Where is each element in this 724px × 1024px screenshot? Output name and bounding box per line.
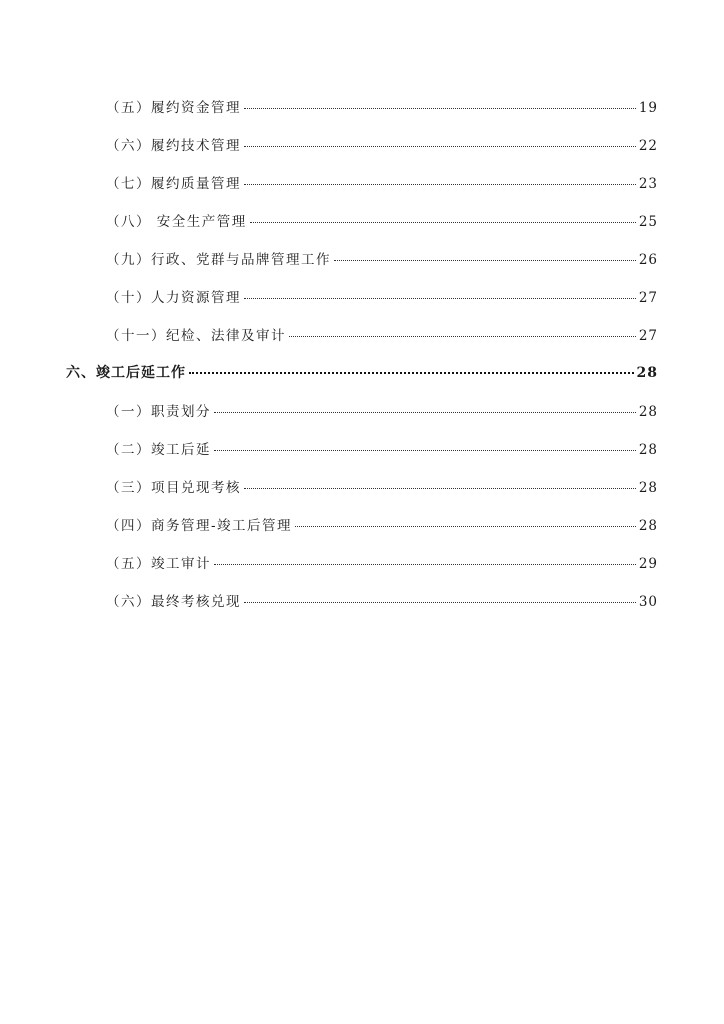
toc-entry-final-assessment[interactable] [106, 590, 658, 614]
toc-dot-leader [295, 526, 636, 527]
toc-entry-label: （四）商务管理-竣工后管理 [106, 518, 293, 534]
toc-entry-label: （六）履约技术管理 [106, 138, 241, 154]
toc-dot-leader [244, 108, 636, 109]
toc-entry-discipline-law-audit[interactable] [106, 324, 658, 348]
toc-entry-label: （二）竣工后延 [106, 442, 211, 458]
toc-entry-page-number: 28 [638, 442, 658, 458]
toc-dot-leader [244, 298, 636, 299]
toc-entry-page-number: 23 [638, 176, 658, 192]
toc-entry-label: （五）竣工审计 [106, 556, 211, 572]
toc-dot-leader [250, 222, 636, 223]
toc-dot-leader [214, 564, 636, 565]
toc-entry-page-number: 28 [638, 518, 658, 534]
toc-entry-safety-production[interactable] [106, 210, 658, 234]
toc-dot-leader [289, 336, 636, 337]
toc-entry-performance-technology[interactable] [106, 134, 658, 158]
toc-entry-label: （十）人力资源管理 [106, 290, 241, 306]
toc-chapter-post-completion-work[interactable] [66, 362, 658, 386]
toc-entry-label: （八） 安全生产管理 [106, 214, 247, 230]
toc-dot-leader [244, 488, 636, 489]
toc-entry-label: （九）行政、党群与品牌管理工作 [106, 252, 331, 268]
toc-entry-label: （六）最终考核兑现 [106, 594, 241, 610]
toc-entry-business-management[interactable] [106, 514, 658, 538]
toc-entry-page-number: 28 [638, 404, 658, 420]
toc-entry-page-number: 26 [638, 252, 658, 268]
toc-entry-post-completion[interactable] [106, 438, 658, 462]
toc-entry-page-number: 25 [638, 214, 658, 230]
toc-dot-leader [244, 602, 636, 603]
toc-entry-project-assessment[interactable] [106, 476, 658, 500]
toc-dot-leader [244, 184, 636, 185]
toc-entry-page-number: 22 [638, 138, 658, 154]
toc-dot-leader [244, 146, 636, 147]
toc-entry-performance-quality[interactable] [106, 172, 658, 196]
toc-entry-completion-audit[interactable] [106, 552, 658, 576]
toc-entry-performance-funds[interactable] [106, 96, 658, 120]
toc-dot-leader [214, 412, 636, 413]
toc-chapter-page-number: 28 [636, 365, 658, 381]
toc-entry-human-resources[interactable] [106, 286, 658, 310]
toc-entry-page-number: 27 [638, 328, 658, 344]
toc-entry-page-number: 29 [638, 556, 658, 572]
toc-dot-leader [334, 260, 636, 261]
toc-entry-page-number: 27 [638, 290, 658, 306]
toc-entry-page-number: 19 [638, 100, 658, 116]
toc-entry-responsibility-division[interactable] [106, 400, 658, 424]
toc-entry-page-number: 28 [638, 480, 658, 496]
toc-entry-label: （三）项目兑现考核 [106, 480, 241, 496]
toc-dot-leader [214, 450, 636, 451]
toc-entry-label: （一）职责划分 [106, 404, 211, 420]
toc-entry-page-number: 30 [638, 594, 658, 610]
toc-entry-label: （七）履约质量管理 [106, 176, 241, 192]
toc-entry-label: （十一）纪检、法律及审计 [106, 328, 286, 344]
toc-entry-label: （五）履约资金管理 [106, 100, 241, 116]
toc-entry-admin-party-brand[interactable] [106, 248, 658, 272]
toc-chapter-label: 六、竣工后延工作 [66, 365, 186, 381]
toc-dot-leader [189, 372, 634, 374]
